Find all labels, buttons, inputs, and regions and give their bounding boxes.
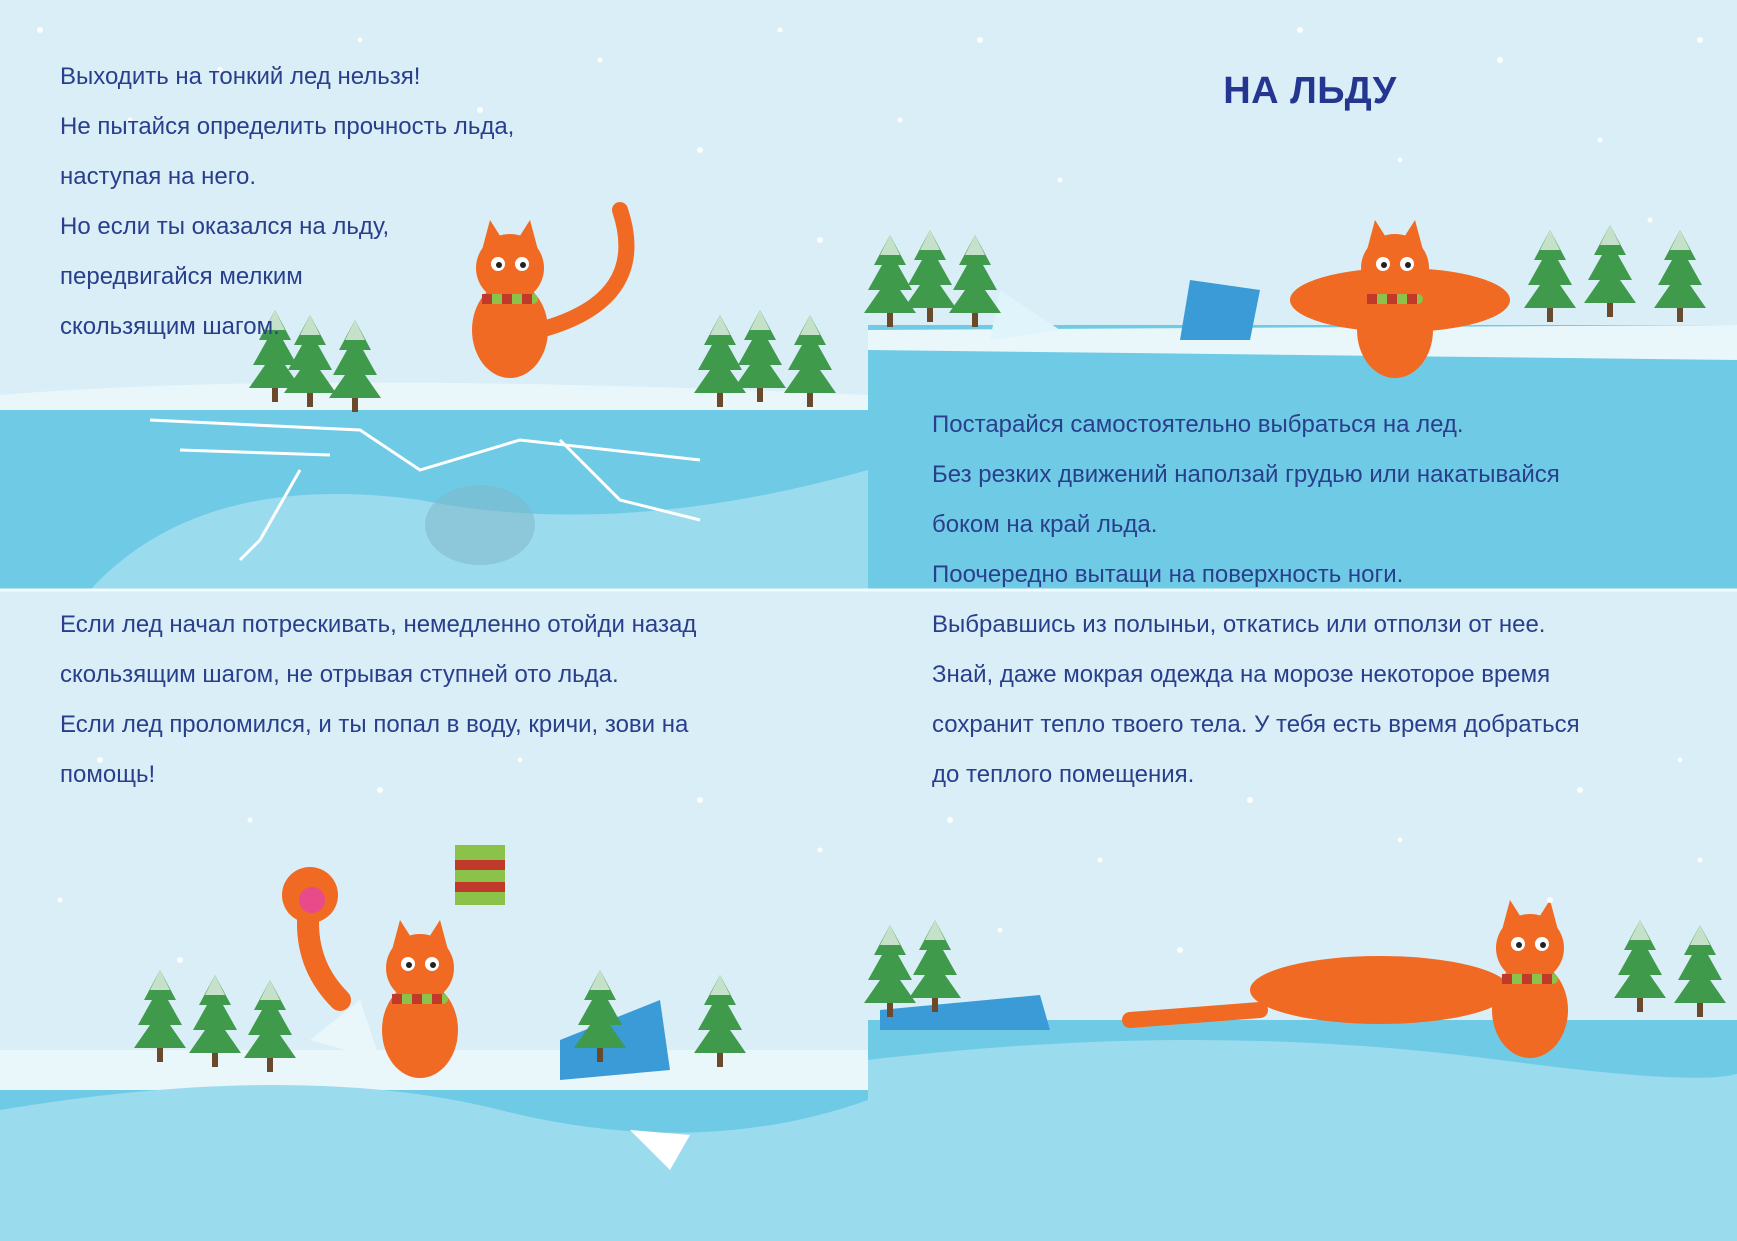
- page-title: НА ЛЬДУ: [1223, 70, 1397, 112]
- text-line: сохранит тепло твоего тела. У тебя есть время добраться: [932, 711, 1580, 738]
- right-text: [932, 400, 1580, 800]
- text-line: Выходить на тонкий лед нельзя!: [60, 63, 421, 90]
- text-line: помощь!: [60, 761, 156, 788]
- top-left-text: [60, 52, 514, 352]
- text-line: скользящим шагом.: [60, 313, 280, 340]
- text-line: Знай, даже мокрая одежда на морозе некоторое время: [932, 661, 1551, 688]
- text-line: Поочередно вытащи на поверхность ноги.: [932, 561, 1404, 588]
- bottom-left-text: [60, 600, 696, 800]
- text-line: Выбравшись из полыньи, откатись или отползи от нее.: [932, 611, 1546, 638]
- text-line: до теплого помещения.: [932, 761, 1195, 788]
- text-line: Если лед начал потрескивать, немедленно отойди назад: [60, 611, 697, 638]
- text-line: Без резких движений наползай грудью или накатывайся: [932, 461, 1560, 488]
- text-line: наступая на него.: [60, 163, 256, 190]
- text-line: Постарайся самостоятельно выбраться на лед.: [932, 411, 1464, 438]
- text-line: скользящим шагом, не отрывая ступней ото льда.: [60, 661, 619, 688]
- text-line: боком на край льда.: [932, 511, 1158, 538]
- text-line: Не пытайся определить прочность льда,: [60, 113, 515, 140]
- text-line: Если лед проломился, и ты попал в воду, кричи, зови на: [60, 711, 689, 738]
- text-line: Но если ты оказался на льду,: [60, 213, 390, 240]
- text-line: передвигайся мелким: [60, 263, 303, 290]
